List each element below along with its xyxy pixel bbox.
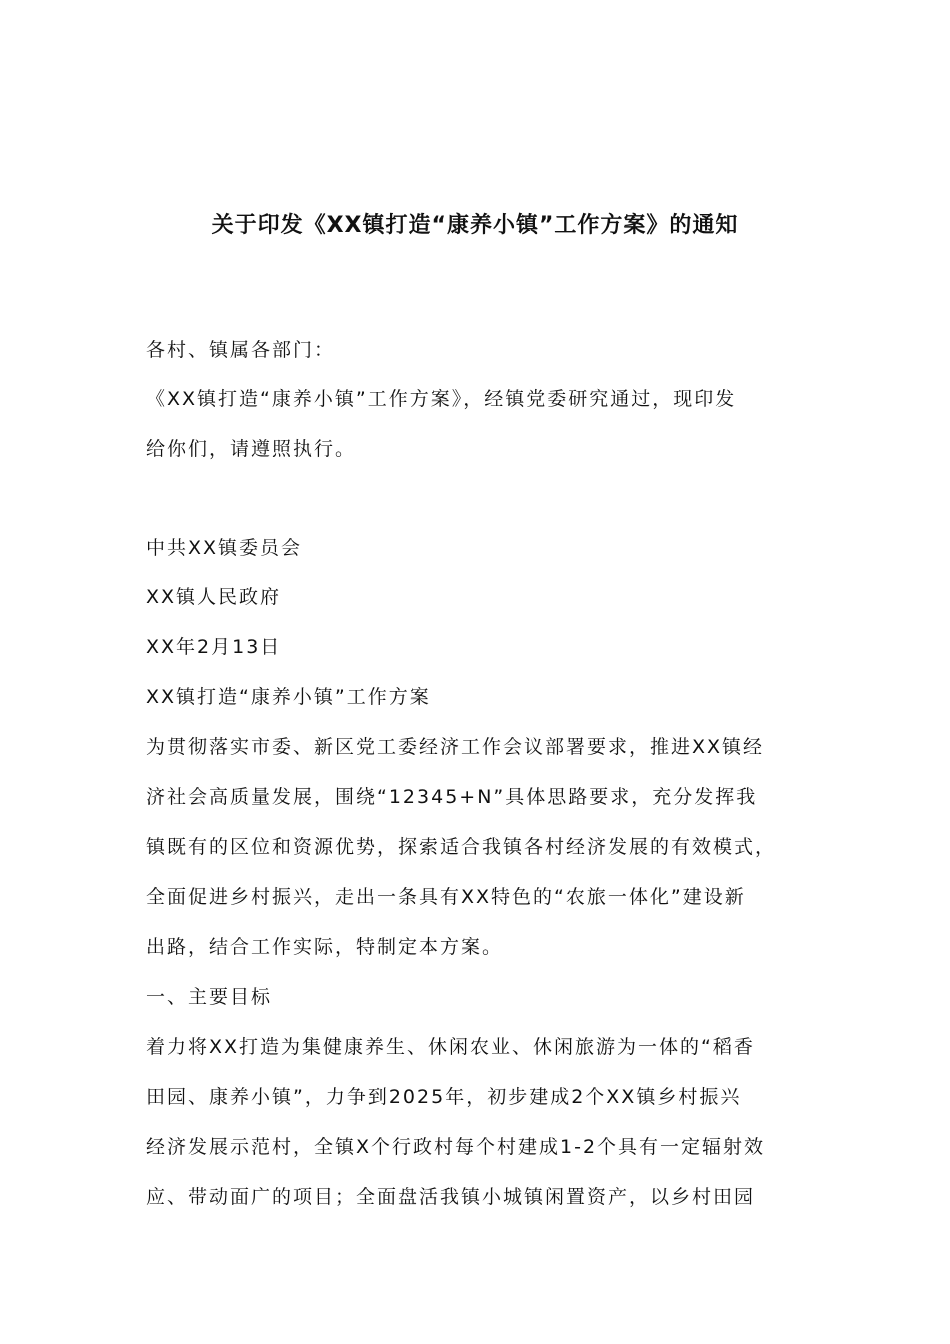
notice-line-1: 《XX镇打造“康养小镇”工作方案》，经镇党委研究通过，现印发 xyxy=(146,388,737,410)
intro-line-1: 为贯彻落实市委、新区党工委经济工作会议部署要求，推进XX镇经 xyxy=(146,736,765,758)
salutation: 各村、镇属各部门： xyxy=(146,339,336,361)
section-heading-goals: 一、主要目标 xyxy=(146,986,273,1008)
issuer-government: XX镇人民政府 xyxy=(146,586,282,608)
goals-line-3: 经济发展示范村，全镇X个行政村每个村建成1-2个具有一定辐射效 xyxy=(146,1136,766,1158)
intro-line-3: 镇既有的区位和资源优势，探索适合我镇各村经济发展的有效模式， xyxy=(146,836,777,858)
issuer-party-committee: 中共XX镇委员会 xyxy=(146,537,303,559)
document-title: 关于印发《XX镇打造“康养小镇”工作方案》的通知 xyxy=(211,213,739,238)
goals-line-4: 应、带动面广的项目；全面盘活我镇小城镇闲置资产，以乡村田园 xyxy=(146,1186,756,1208)
notice-line-2: 给你们，请遵照执行。 xyxy=(146,438,357,460)
intro-line-4: 全面促进乡村振兴，走出一条具有XX特色的“农旅一体化”建设新 xyxy=(146,886,746,908)
intro-line-2: 济社会高质量发展，围绕“12345+N”具体思路要求，充分发挥我 xyxy=(146,786,758,808)
issue-date: XX年2月13日 xyxy=(146,636,282,658)
goals-line-1: 着力将XX打造为集健康养生、休闲农业、休闲旅游为一体的“稻香 xyxy=(146,1036,755,1058)
plan-title: XX镇打造“康养小镇”工作方案 xyxy=(146,686,431,708)
goals-line-2: 田园、康养小镇”，力争到2025年，初步建成2个XX镇乡村振兴 xyxy=(146,1086,742,1108)
intro-line-5: 出路，结合工作实际，特制定本方案。 xyxy=(146,936,504,958)
